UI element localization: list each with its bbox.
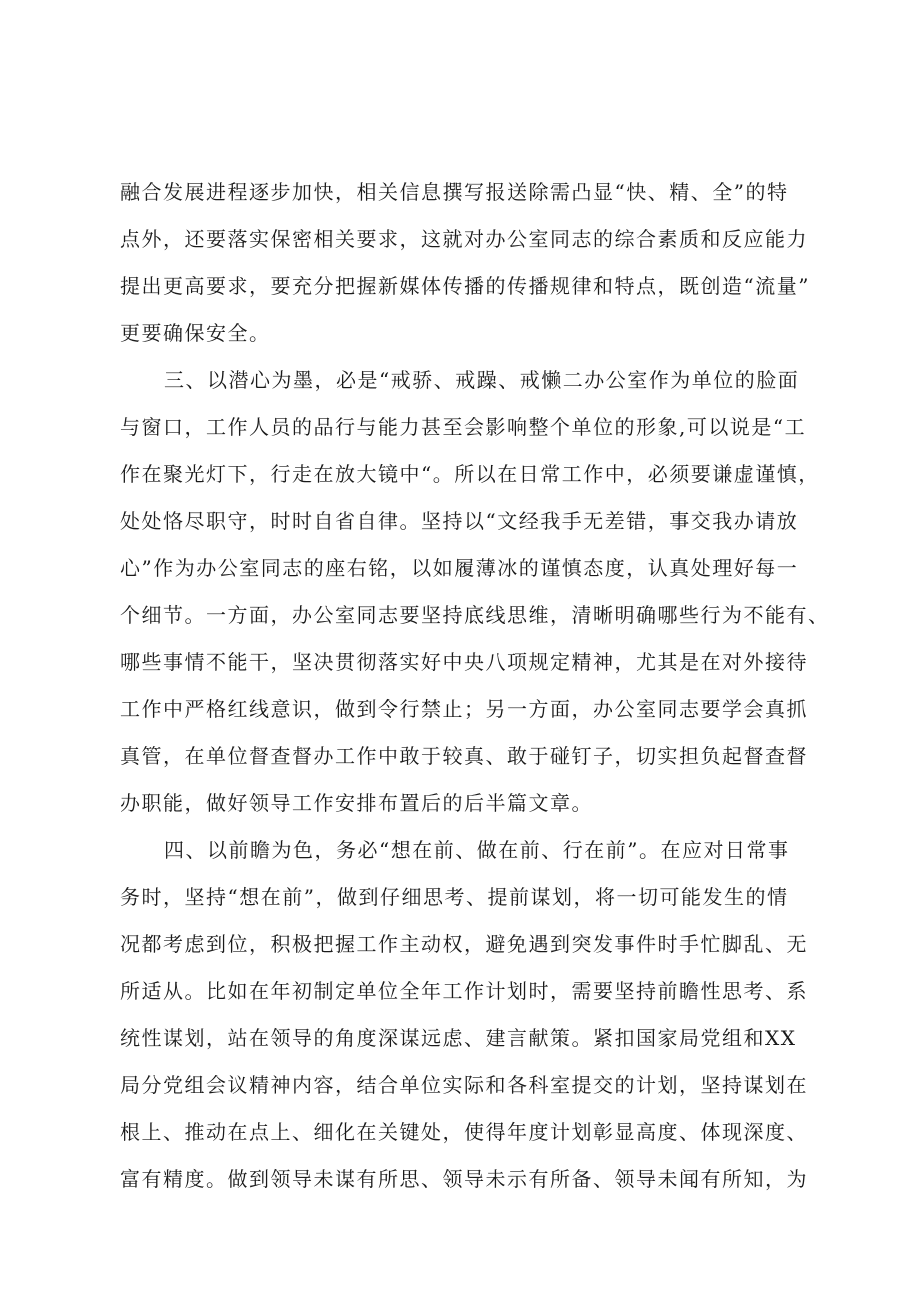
text-line: 作在聚光灯下，行走在放大镜中“。所以在日常工作中，必须要谦虚谨慎， [120, 462, 820, 486]
text-line: 与窗口，工作人员的品行与能力甚至会影响整个单位的形象,可以说是“工 [120, 415, 807, 439]
text-line: 况都考虑到位，积极把握工作主动权，避免遇到突发事件时手忙脚乱、无 [120, 932, 808, 956]
text-line: 根上、推动在点上、细化在关键处，使得年度计划彰显高度、体现深度、 [120, 1120, 808, 1144]
text-line: 个细节。一方面，办公室同志要坚持底线思维，清晰明确哪些行为不能有、 [120, 603, 830, 627]
text-line: 提出更高要求，要充分把握新媒体传播的传播规律和特点，既创造“流量” [120, 274, 810, 298]
paragraph-2 [120, 357, 830, 827]
text-line: 局分党组会议精神内容，结合单位实际和各科室提交的计划，坚持谋划在 [120, 1073, 808, 1097]
text-line: 办职能，做好领导工作安排布置后的后半篇文章。 [120, 791, 593, 815]
text-line: 真管，在单位督查督办工作中敢于较真、敢于碰钉子，切实担负起督查督 [120, 744, 808, 768]
paragraph-3 [120, 827, 820, 1203]
text-line: 心”作为办公室同志的座右铭，以如履薄冰的谨慎态度，认真处理好每一 [120, 556, 799, 580]
paragraph-1 [120, 169, 820, 357]
text-line: 处处恪尽职守，时时自省自律。坚持以“文经我手无差错，事交我办请放 [120, 509, 799, 533]
text-line: 四、以前瞻为色，务必“想在前、做在前、行在前”。在应对日常事 [164, 838, 790, 862]
text-line: 所适从。比如在年初制定单位全年工作计划时，需要坚持前瞻性思考、系 [120, 979, 808, 1003]
text-line: 工作中严格红线意识，做到令行禁止；另一方面，办公室同志要学会真抓 [120, 697, 808, 721]
text-line: 点外，还要落实保密相关要求，这就对办公室同志的综合素质和反应能力 [120, 227, 808, 251]
text-line: 富有精度。做到领导未谋有所思、领导未示有所备、领导未闻有所知，为 [120, 1167, 808, 1191]
text-line: 融合发展进程逐步加快，相关信息撰写报送除需凸显“快、精、全”的特 [120, 180, 789, 204]
text-line: 三、以潜心为墨，必是“戒骄、戒躁、戒懒二办公室作为单位的脸面 [164, 368, 800, 392]
text-line: 务时，坚持“想在前”，做到仔细思考、提前谋划，将一切可能发生的情 [120, 885, 789, 909]
text-line: 统性谋划，站在领导的角度深谋远虑、建言献策。紧扣国家局党组和XX [120, 1026, 797, 1050]
text-line: 哪些事情不能干，坚决贯彻落实好中央八项规定精神，尤其是在对外接待 [120, 650, 808, 674]
text-line: 更要确保安全。 [120, 321, 271, 345]
document-body [120, 169, 830, 1203]
